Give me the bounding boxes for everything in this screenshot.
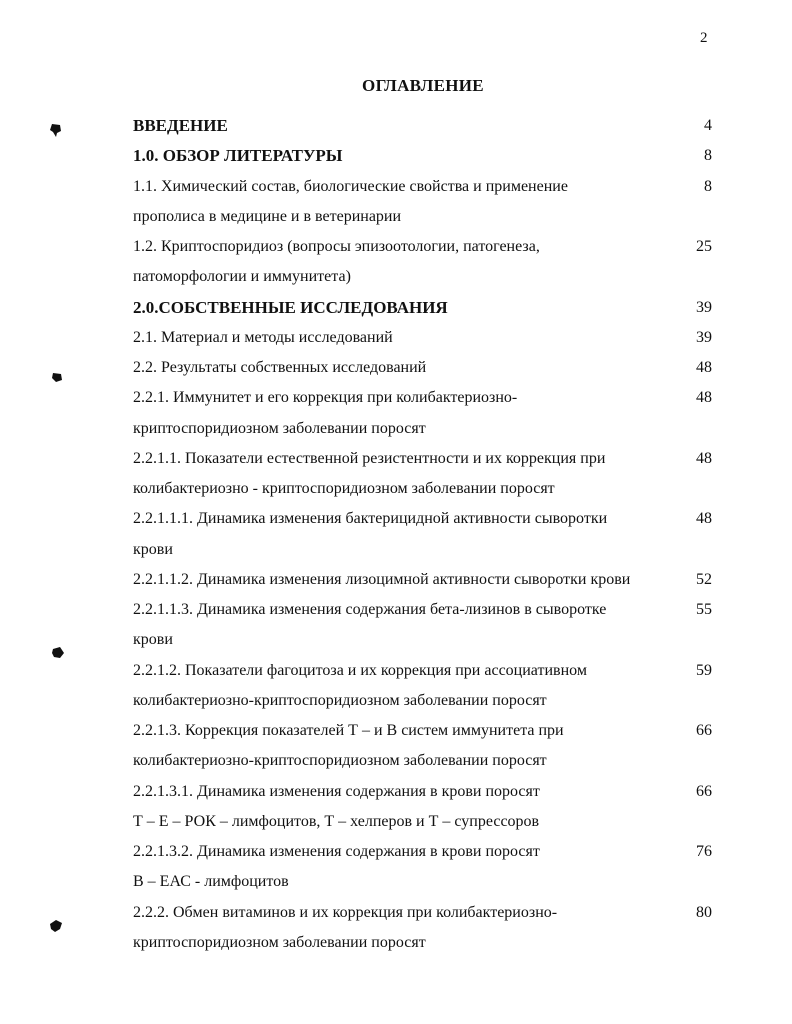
- toc-entry-page: 76: [696, 843, 712, 860]
- toc-entry-line: 2.2.1.3. Коррекция показателей Т – и В систем иммунитета при: [133, 722, 564, 739]
- toc-entry-page: 39: [696, 328, 712, 346]
- toc-entry-line: 2.1. Материал и методы исследований: [133, 328, 393, 346]
- toc-entry-line: 2.0.СОБСТВЕННЫЕ ИССЛЕДОВАНИЯ: [133, 297, 448, 317]
- toc-entry-line: 2.2.1.1. Показатели естественной резистентности и их коррекция при: [133, 449, 606, 467]
- toc-entry-line: патоморфологии и иммунитета): [133, 268, 351, 286]
- toc-entry-line: Т – Е – РОК – лимфоцитов, Т – хелперов и Т – супрессоров: [133, 812, 540, 830]
- toc-entry-line: крови: [133, 540, 173, 558]
- toc-entry-line: В – ЕАС - лимфоцитов: [133, 873, 289, 891]
- toc-entry-page: 25: [696, 238, 712, 255]
- page-number: 2: [700, 30, 708, 46]
- toc-entry-line: колибактериозно - криптоспоридиозном заболевании поросят: [133, 480, 555, 497]
- toc-entry-line: 2.2.1. Иммунитет и его коррекция при колибактериозно-: [133, 389, 518, 407]
- toc-entry-line: 2.2.1.3.2. Динамика изменения содержания в крови поросят: [133, 843, 540, 860]
- toc-entry-line: колибактериозно-криптоспоридиозном заболевании поросят: [133, 691, 547, 709]
- toc-entry-page: 48: [696, 359, 712, 376]
- toc-entry-page: 59: [696, 661, 712, 679]
- toc-entry-page: 55: [696, 601, 712, 618]
- toc-entry-line: ВВЕДЕНИЕ: [133, 116, 228, 135]
- toc-entry-line: 2.2.1.3.1. Динамика изменения содержания в крови поросят: [133, 782, 540, 800]
- toc-entry-line: 1.1. Химический состав, биологические свойства и применение: [133, 177, 568, 195]
- toc-entry-page: 8: [704, 177, 712, 195]
- toc-entry-line: криптоспоридиозном заболевании поросят: [133, 933, 426, 951]
- toc-entry-line: 2.2.1.1.2. Динамика изменения лизоцимной активности сыворотки крови: [133, 570, 631, 588]
- toc-entry-page: 48: [696, 449, 712, 467]
- toc-entry-line: 1.2. Криптоспоридиоз (вопросы эпизоотологии, патогенеза,: [133, 238, 540, 255]
- toc-entry-page: 48: [696, 510, 712, 528]
- toc-entry-page: 39: [696, 298, 712, 316]
- toc-entry-page: 8: [704, 147, 712, 165]
- toc-entry-page: 4: [704, 117, 712, 134]
- toc-entry-line: криптоспоридиозном заболевании поросят: [133, 419, 426, 437]
- toc-entry-line: 2.2. Результаты собственных исследований: [133, 359, 427, 376]
- toc-entry-line: крови: [133, 631, 173, 649]
- toc-entry-line: 1.0. ОБЗОР ЛИТЕРАТУРЫ: [133, 146, 343, 166]
- toc-entry-page: 66: [696, 782, 712, 800]
- toc-entry-page: 52: [696, 570, 712, 588]
- ink-blot-icon: [48, 122, 64, 138]
- toc-entry-line: 2.2.1.2. Показатели фагоцитоза и их коррекция при ассоциативном: [133, 661, 587, 679]
- ink-blot-icon: [50, 370, 64, 384]
- toc-entry-page: 66: [696, 722, 712, 739]
- toc-entry-page: 48: [696, 389, 712, 407]
- toc-entry-line: 2.2.1.1.3. Динамика изменения содержания бета-лизинов в сыворотке: [133, 601, 607, 618]
- page-title: ОГЛАВЛЕНИЕ: [362, 76, 484, 95]
- toc-entry-line: прополиса в медицине и в ветеринарии: [133, 207, 402, 225]
- ink-blot-icon: [48, 918, 64, 934]
- toc-entry-page: 80: [696, 903, 712, 921]
- toc-entry-line: 2.2.2. Обмен витаминов и их коррекция при колибактериозно-: [133, 903, 558, 921]
- toc-entry-line: колибактериозно-криптоспоридиозном заболевании поросят: [133, 752, 547, 770]
- ink-blot-icon: [50, 645, 66, 661]
- toc-entry-line: 2.2.1.1.1. Динамика изменения бактерицидной активности сыворотки: [133, 510, 608, 528]
